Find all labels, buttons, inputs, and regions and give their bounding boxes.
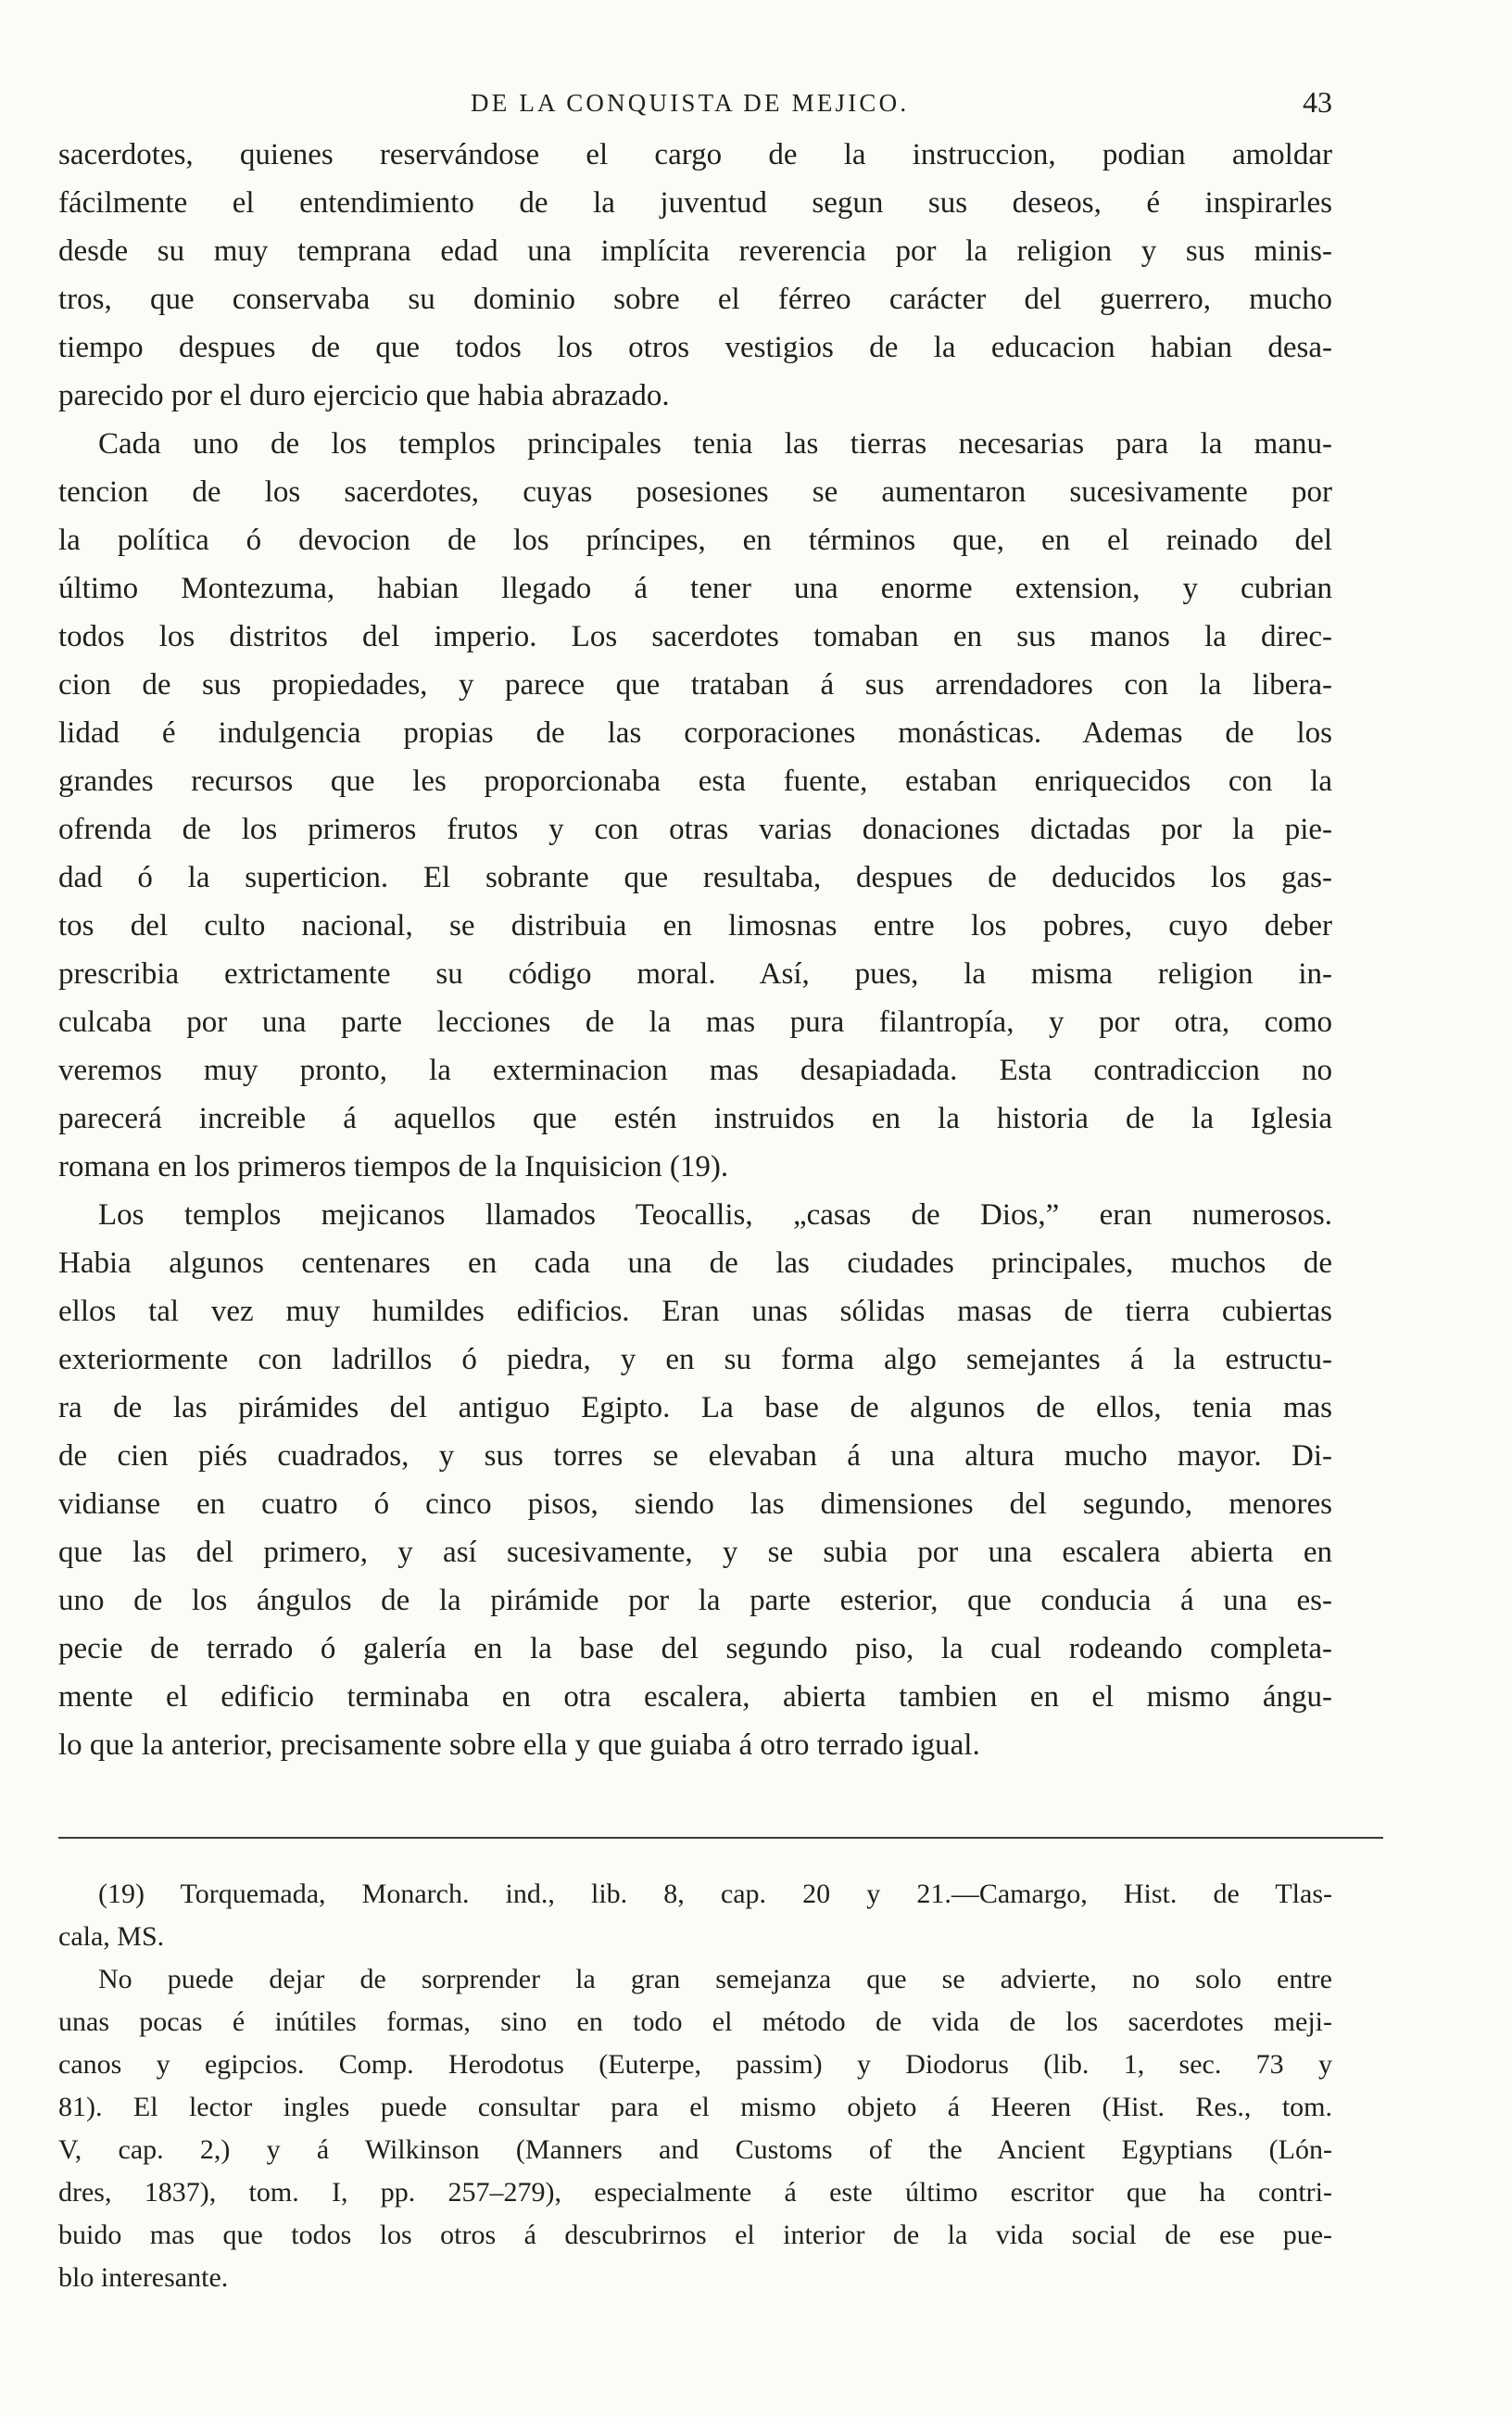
text-line: ofrenda de los primeros frutos y con otras varias donaciones dictadas por la pie-: [58, 813, 1332, 846]
text-line: de cien piés cuadrados, y sus torres se elevaban á una altura mucho mayor. Di-: [58, 1439, 1332, 1473]
running-title: DE LA CONQUISTA DE MEJICO.: [471, 89, 910, 117]
text-line: grandes recursos que les proporcionaba esta fuente, estaban enriquecidos con la: [58, 765, 1332, 798]
text-line: Cada uno de los templos principales tenia las tierras necesarias para la manu-: [98, 427, 1332, 461]
text-line: veremos muy pronto, la exterminacion mas desapiadada. Esta contradiccion no: [58, 1054, 1332, 1087]
footnotes: [58, 1873, 1332, 2299]
text-line: dad ó la superticion. El sobrante que resultaba, despues de deducidos los gas-: [58, 861, 1332, 894]
footnote-line: canos y egipcios. Comp. Herodotus (Euterpe, passim) y Diodorus (lib. 1, sec. 73 y: [58, 2049, 1332, 2080]
footnote-line: dres, 1837), tom. I, pp. 257–279), especialmente á este último escritor que ha contri-: [58, 2177, 1332, 2208]
text-line: parecerá increible á aquellos que estén instruidos en la historia de la Iglesia: [58, 1102, 1332, 1135]
body-text: [58, 131, 1332, 1769]
text-line: exteriormente con ladrillos ó piedra, y en su forma algo semejantes á la estructu-: [58, 1343, 1332, 1376]
text-line: lo que la anterior, precisamente sobre ella y que guiaba á otro terrado igual.: [58, 1728, 980, 1762]
text-line: tencion de los sacerdotes, cuyas posesiones se aumentaron sucesivamente por: [58, 475, 1332, 509]
page-header: [58, 85, 1332, 128]
text-line: tros, que conservaba su dominio sobre el férreo carácter del guerrero, mucho: [58, 283, 1332, 316]
text-line: ellos tal vez muy humildes edificios. Eran unas sólidas masas de tierra cubiertas: [58, 1295, 1332, 1328]
footnote-line: No puede dejar de sorprender la gran semejanza que se advierte, no solo entre: [98, 1964, 1332, 1994]
text-line: vidianse en cuatro ó cinco pisos, siendo las dimensiones del segundo, menores: [58, 1487, 1332, 1521]
text-line: pecie de terrado ó galería en la base del segundo piso, la cual rodeando completa-: [58, 1632, 1332, 1665]
text-line: desde su muy temprana edad una implícita reverencia por la religion y sus minis-: [58, 234, 1332, 268]
footnote-line: (19) Torquemada, Monarch. ind., lib. 8, cap. 20 y 21.—Camargo, Hist. de Tlas-: [98, 1879, 1332, 1909]
footnote-line: V, cap. 2,) y á Wilkinson (Manners and Customs of the Ancient Egyptians (Lón-: [58, 2134, 1332, 2165]
text-line: cion de sus propiedades, y parece que trataban á sus arrendadores con la libera-: [58, 668, 1332, 702]
text-line: mente el edificio terminaba en otra escalera, abierta tambien en el mismo ángu-: [58, 1680, 1332, 1714]
text-line: parecido por el duro ejercicio que habia abrazado.: [58, 379, 670, 412]
footnote-line: buido mas que todos los otros á descubrirnos el interior de la vida social de ese pue-: [58, 2220, 1332, 2250]
text-line: Los templos mejicanos llamados Teocallis, „casas de Dios,” eran numerosos.: [98, 1198, 1332, 1232]
text-line: ra de las pirámides del antiguo Egipto. La base de algunos de ellos, tenia mas: [58, 1391, 1332, 1424]
text-line: Habia algunos centenares en cada una de las ciudades principales, muchos de: [58, 1246, 1332, 1280]
footnote-line: 81). El lector ingles puede consultar para el mismo objeto á Heeren (Hist. Res., tom.: [58, 2092, 1332, 2122]
text-line: uno de los ángulos de la pirámide por la parte esterior, que conducia á una es-: [58, 1584, 1332, 1617]
text-line: prescribia extrictamente su código moral. Así, pues, la misma religion in-: [58, 957, 1332, 991]
text-line: fácilmente el entendimiento de la juventud segun sus deseos, é inspirarles: [58, 186, 1332, 220]
text-line: la política ó devocion de los príncipes, en términos que, en el reinado del: [58, 524, 1332, 557]
footnote-divider: [58, 1837, 1383, 1839]
text-line: tiempo despues de que todos los otros vestigios de la educacion habian desa-: [58, 331, 1332, 364]
page-number: 43: [1303, 85, 1332, 119]
text-line: culcaba por una parte lecciones de la mas pura filantropía, y por otra, como: [58, 1006, 1332, 1039]
text-line: último Montezuma, habian llegado á tener una enorme extension, y cubrian: [58, 572, 1332, 605]
footnote-line: blo interesante.: [58, 2262, 229, 2293]
footnote-line: unas pocas é inútiles formas, sino en todo el método de vida de los sacerdotes meji-: [58, 2006, 1332, 2037]
text-line: lidad é indulgencia propias de las corporaciones monásticas. Ademas de los: [58, 716, 1332, 750]
text-line: romana en los primeros tiempos de la Inquisicion (19).: [58, 1150, 729, 1183]
text-line: que las del primero, y así sucesivamente, y se subia por una escalera abierta en: [58, 1536, 1332, 1569]
footnote-line: cala, MS.: [58, 1921, 165, 1952]
text-line: sacerdotes, quienes reservándose el cargo de la instruccion, podian amoldar: [58, 138, 1332, 171]
text-line: todos los distritos del imperio. Los sacerdotes tomaban en sus manos la direc-: [58, 620, 1332, 653]
text-line: tos del culto nacional, se distribuia en limosnas entre los pobres, cuyo deber: [58, 909, 1332, 943]
